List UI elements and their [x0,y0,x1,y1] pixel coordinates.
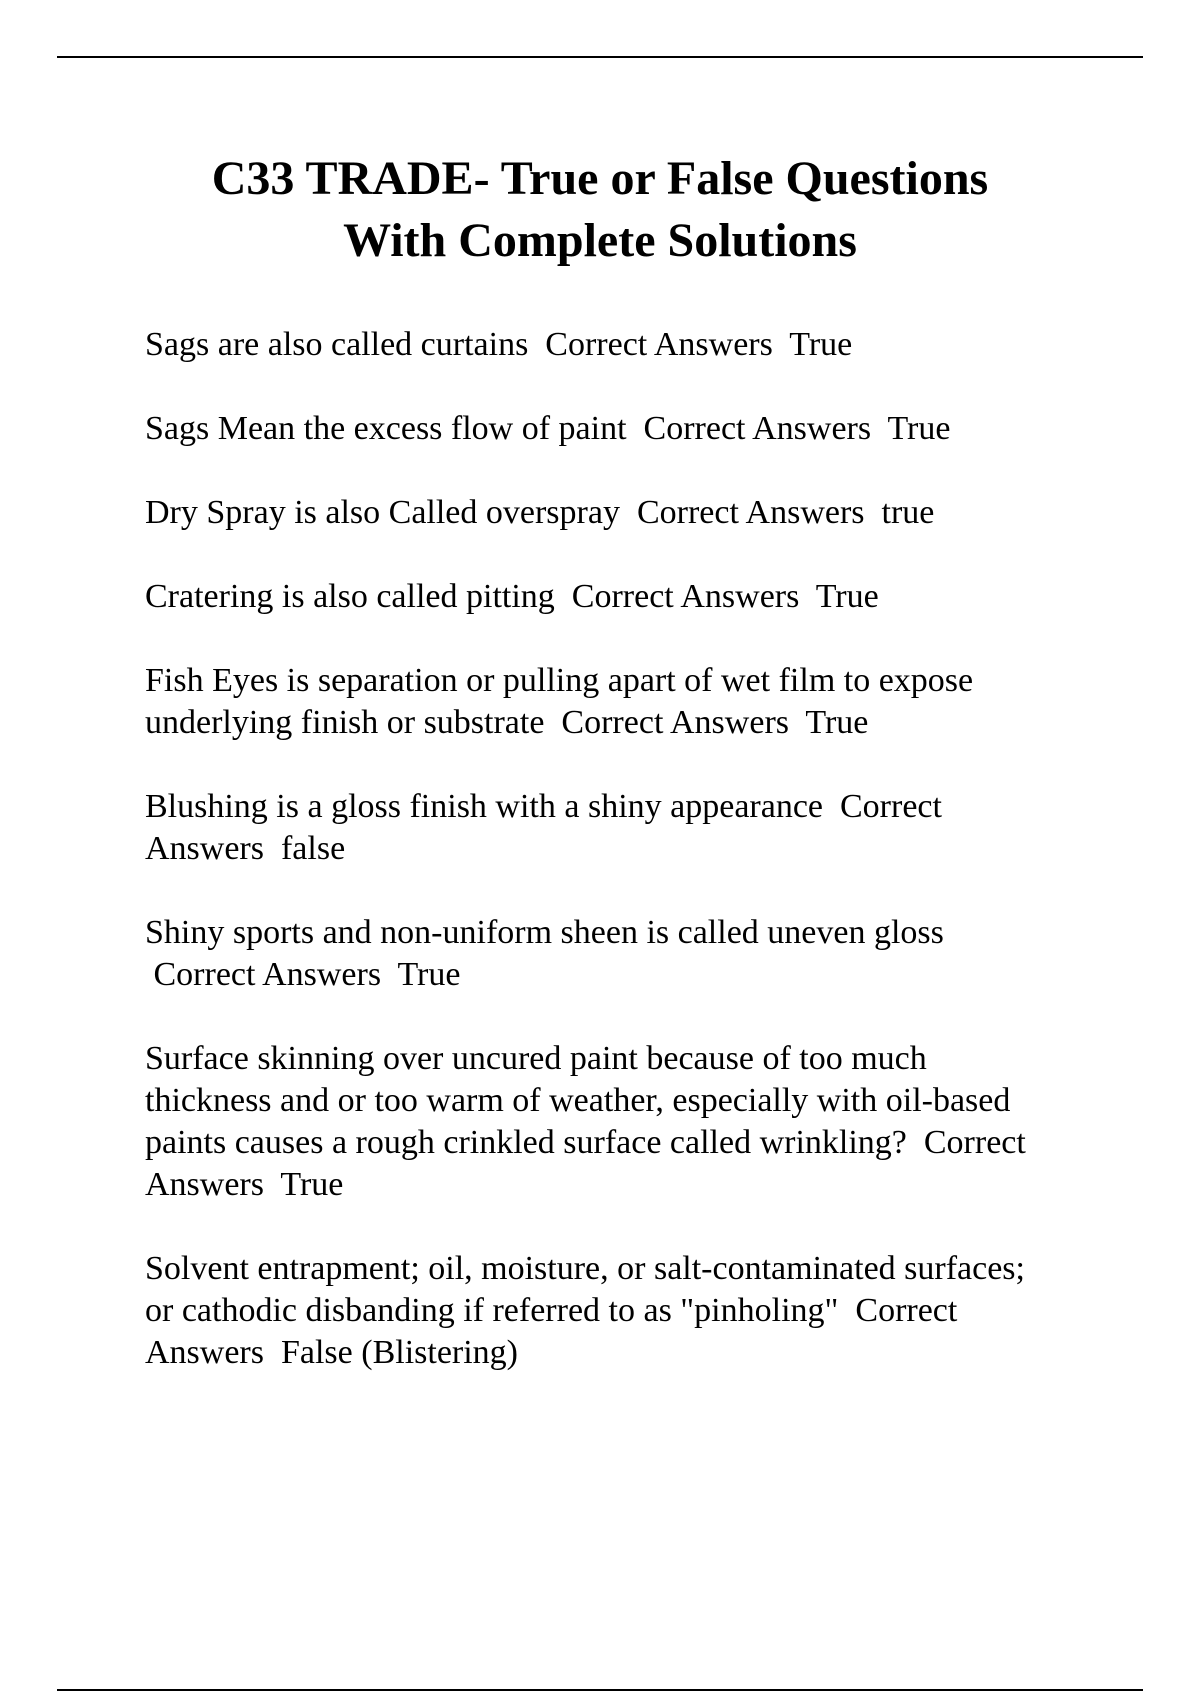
title-line: C33 TRADE- True or False Questions [211,152,989,205]
question-text: Correct Answers True [145,956,461,993]
question-text: thickness and or too warm of weather, especially with oil-based [145,1082,1011,1119]
question-item [145,576,1095,618]
question-list [145,324,1095,1416]
title-line: With Complete Solutions [343,214,857,267]
question-item [145,1038,1095,1206]
question-text: Sags are also called curtains Correct Answers True [145,326,853,363]
question-item [145,786,1095,870]
question-text: Surface skinning over uncured paint because of too much [145,1040,927,1077]
question-item [145,492,1095,534]
question-text: Answers false [145,830,346,867]
question-text: Sags Mean the excess flow of paint Correct Answers True [145,410,951,447]
bottom-rule [57,1689,1143,1691]
question-text: Shiny sports and non-uniform sheen is called uneven gloss [145,914,944,951]
document-title [100,148,1100,272]
question-text: Answers False (Blistering) [145,1334,519,1371]
question-text: Blushing is a gloss finish with a shiny appearance Correct [145,788,942,825]
question-text: underlying finish or substrate Correct Answers True [145,704,869,741]
question-text: paints causes a rough crinkled surface called wrinkling? Correct [145,1124,1026,1161]
question-text: Answers True [145,1166,344,1203]
question-item [145,912,1095,996]
question-text: or cathodic disbanding if referred to as "pinholing" Correct [145,1292,958,1329]
question-text: Fish Eyes is separation or pulling apart of wet film to expose [145,662,974,699]
question-item [145,660,1095,744]
question-text: Dry Spray is also Called overspray Correct Answers true [145,494,935,531]
question-item [145,324,1095,366]
top-rule [57,56,1143,58]
question-item [145,1248,1095,1374]
question-text: Solvent entrapment; oil, moisture, or salt-contaminated surfaces; [145,1250,1025,1287]
question-item [145,408,1095,450]
question-text: Cratering is also called pitting Correct Answers True [145,578,879,615]
